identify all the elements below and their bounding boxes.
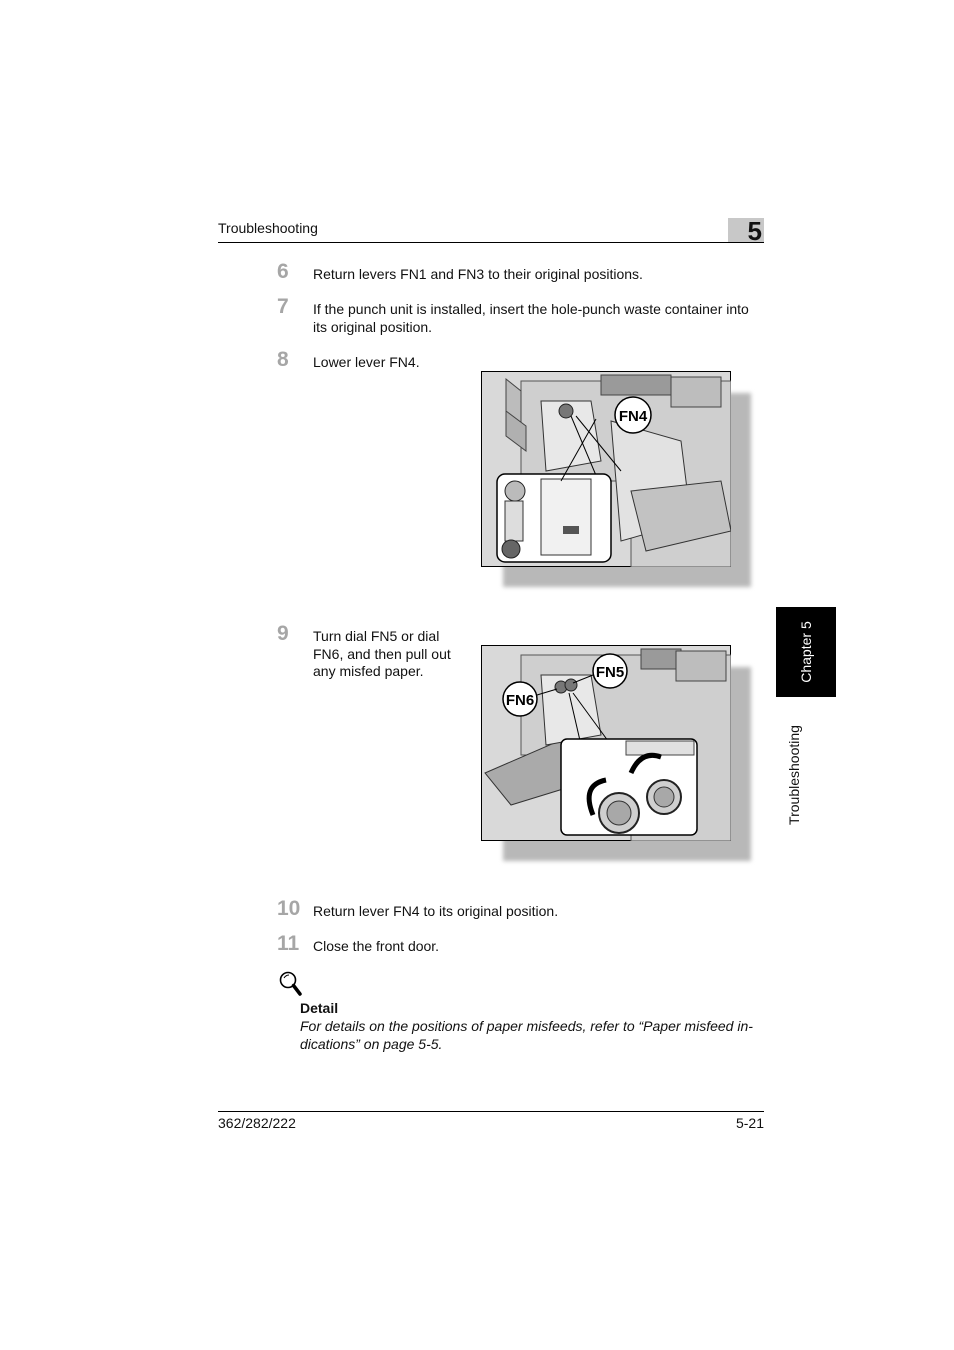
- figure-dials-fn5-fn6: [481, 645, 753, 863]
- callout-fn5: FN5: [595, 664, 625, 681]
- step-number-11: 11: [277, 932, 300, 955]
- chapter-tab-label: Chapter 5: [798, 621, 814, 683]
- chapter-tab: [776, 607, 836, 697]
- header-rule: [218, 242, 764, 243]
- step-text-7: If the punch unit is installed, insert the hole-punch waste container into its original position.: [313, 301, 749, 335]
- section-tab-label: Troubleshooting: [786, 725, 802, 825]
- callout-fn4: FN4: [618, 408, 648, 425]
- footer-rule: [218, 1111, 764, 1112]
- detail-text: For details on the positions of paper misfeeds, refer to “Paper misfeed in-dications” on page 5-5.: [300, 1018, 753, 1052]
- step-number-7: 7: [277, 295, 289, 318]
- detail-heading: Detail: [300, 1000, 339, 1016]
- section-tab: [776, 710, 812, 840]
- step-text-8: Lower lever FN4.: [313, 354, 420, 370]
- callout-fn6: FN6: [505, 692, 535, 709]
- magnifier-icon: [278, 970, 302, 998]
- step-text-9: Turn dial FN5 or dial FN6, and then pull out any misfed paper.: [313, 628, 451, 679]
- footer-page-number: 5-21: [735, 1115, 764, 1131]
- chapter-number-box: [728, 216, 764, 246]
- step-number-8: 8: [277, 348, 289, 371]
- machine-illustration: [481, 371, 731, 567]
- step-text-10: Return lever FN4 to its original position.: [313, 903, 559, 919]
- machine-illustration: [481, 645, 731, 841]
- step-number-10: 10: [277, 897, 301, 920]
- footer-model: 362/282/222: [218, 1115, 296, 1131]
- running-header: Troubleshooting: [218, 220, 318, 236]
- step-number-9: 9: [277, 622, 289, 645]
- step-text-6: Return levers FN1 and FN3 to their original positions.: [313, 266, 643, 282]
- figure-lever-fn4: [481, 371, 753, 589]
- chapter-number: 5: [747, 216, 762, 246]
- step-text-11: Close the front door.: [313, 938, 440, 954]
- step-number-6: 6: [277, 260, 289, 283]
